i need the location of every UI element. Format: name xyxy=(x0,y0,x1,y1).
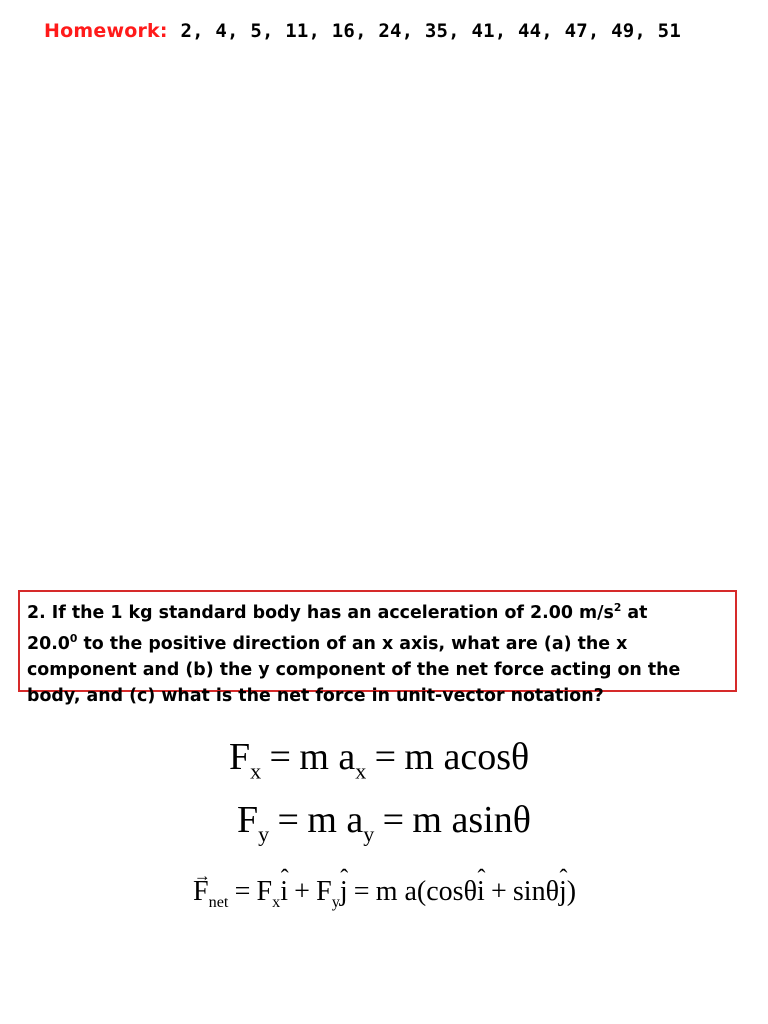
problem-statement xyxy=(27,595,727,709)
problem-statement-box xyxy=(18,590,737,706)
problem-line-2: 20.0$^0$ to the positive direction of an x axis, what are (a) the x xyxy=(27,631,628,654)
equation-fnet: → $F_{net}$ = $F_xˆ$ $i + F_yˆ$ j = m a(cosθˆ i + sinθˆ j) xyxy=(193,876,576,912)
homework-label: Homework: xyxy=(44,20,168,42)
homework-line xyxy=(44,20,681,42)
equation-fy: $F_y = m$ $a_y = m$ asinθ xyxy=(237,799,531,847)
problem-line-1: 2. If the 1 kg standard body has an acceleration of 2.00 $m/s^2$ at xyxy=(27,601,648,623)
equation-fx: $F_x = m$ $a_x = m$ acosθ xyxy=(229,736,530,784)
homework-problem-list: 2, 4, 5, 11, 16, 24, 35, 41, 44, 47, 49, 51 xyxy=(180,20,681,42)
problem-line-3: component and (b) the y component of the net force acting on the xyxy=(27,659,681,680)
problem-line-4: body, and (c) what is the net force in unit-vector notation? xyxy=(27,685,604,706)
